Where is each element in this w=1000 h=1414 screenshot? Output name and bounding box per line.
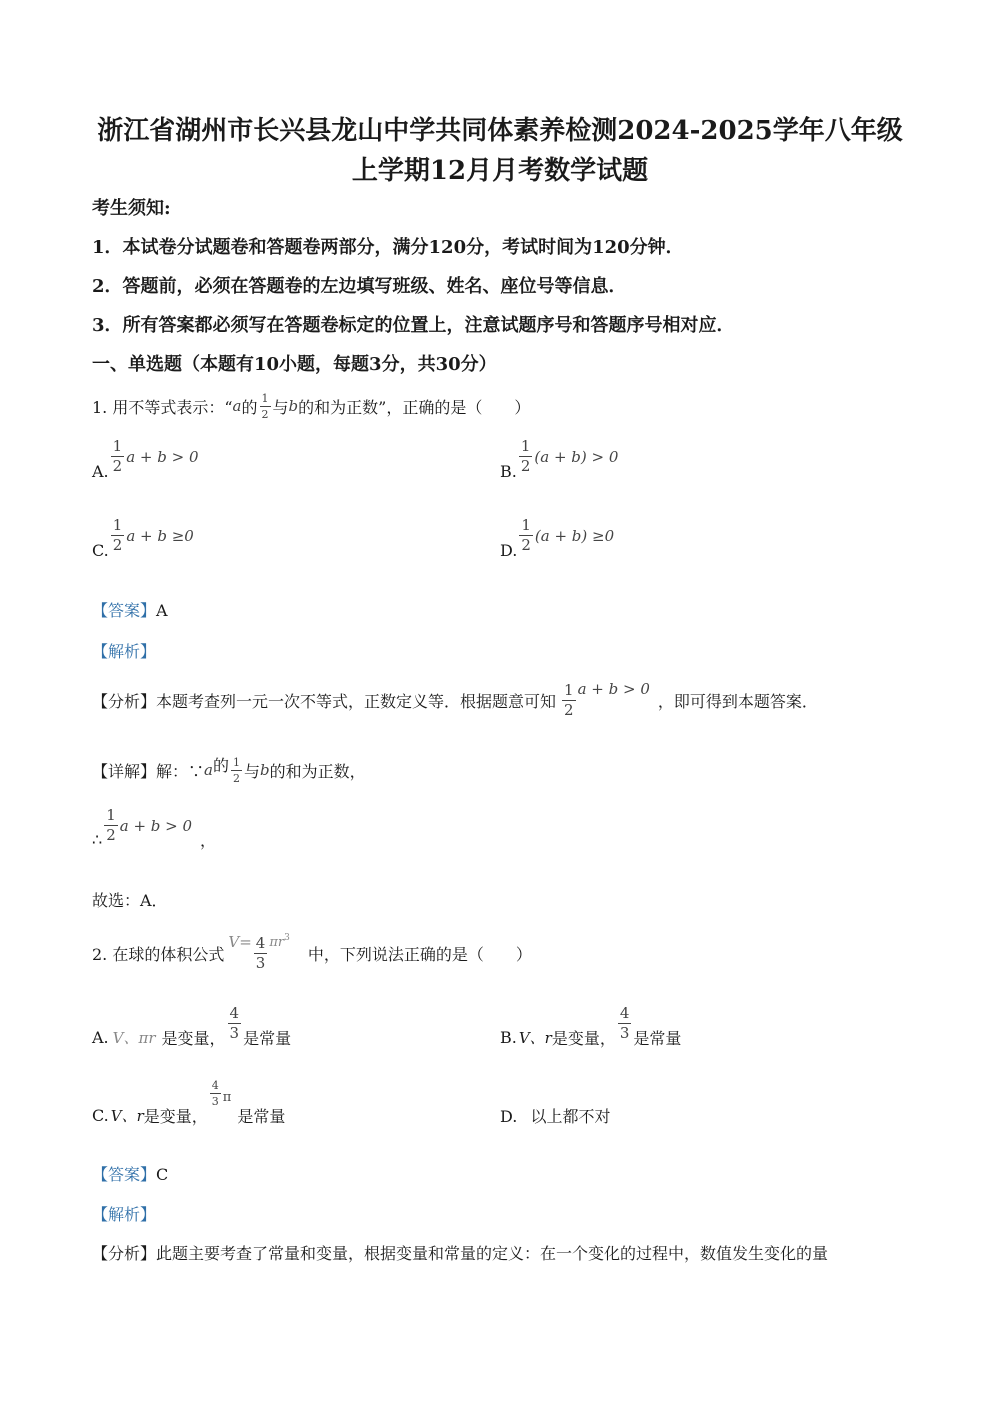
q1-option-b-expr: (a + b) > 0 (534, 447, 619, 466)
q2-option-b-vars: V、r (518, 1029, 552, 1047)
q1-detail-pre: 解：∵ (156, 761, 205, 781)
q1-option-c-expr: a + b ≥0 (126, 526, 194, 545)
q1-fraction-denominator: 2 (261, 407, 269, 421)
q1-option-a-label: A. (92, 462, 109, 481)
q2-option-d (500, 1104, 610, 1127)
q1-fenxi-num: 1 (564, 680, 574, 699)
notice-item-3: 3．所有答案都必须写在答题卷标定的位置上，注意试题序号和答题序号相对应． (92, 315, 735, 336)
q1-therefore-fraction (104, 808, 118, 843)
q1-var-a: a (232, 397, 242, 415)
q1-option-d-label: D. (500, 541, 518, 560)
q2-answer-value: C (156, 1165, 169, 1184)
q1-option-a (92, 432, 199, 481)
q2-option-c-pi: π (222, 1090, 232, 1105)
q1-answer-tag: 【答案】 (92, 601, 157, 620)
q2-stem-pre: 2. 在球的体积公式 (92, 944, 225, 964)
q1-fenxi-tag: 【分析】 (92, 691, 157, 711)
q2-option-c-vars: V、r (110, 1107, 144, 1125)
q1-option-d (500, 511, 614, 560)
q2-stem-post: 中，下列说法正确的是（ ） (307, 944, 532, 964)
q1-fenxi-expr: a + b > 0 (577, 680, 650, 698)
q1-detail-post: 的和为正数， (269, 761, 366, 781)
q1-option-b-num: 1 (520, 437, 531, 455)
q1-option-b-den: 2 (520, 457, 531, 475)
q2-option-d-label: D. (500, 1107, 518, 1126)
q2-formula-fraction (254, 933, 268, 972)
q1-detail-de: 的 (212, 755, 229, 775)
q1-choose: 故选：A． (92, 891, 168, 910)
q1-stem-pre: 1. 用不等式表示：“ (92, 397, 233, 417)
q2-option-a-label: A. (92, 1028, 109, 1047)
q1-therefore-num: 1 (106, 806, 116, 824)
q1-option-d-den: 2 (521, 536, 531, 554)
q1-fenxi-post: ，即可得到本题答案． (657, 691, 818, 711)
q1-option-d-expr: (a + b) ≥0 (534, 526, 615, 545)
q2-answer (92, 1162, 168, 1185)
q2-answer-tag: 【答案】 (92, 1165, 157, 1184)
q1-fraction-numerator: 1 (261, 391, 269, 405)
q1-therefore-den: 2 (106, 826, 116, 844)
q2-option-b-mid: 是变量， (551, 1029, 616, 1048)
q2-option-d-text: 以上都不对 (530, 1107, 611, 1126)
q1-stem-post: 的和为正数”，正确的是（ ） (298, 397, 531, 417)
q1-fenxi-fraction (562, 680, 576, 719)
q2-option-a-num: 4 (229, 1004, 240, 1022)
q2-option-b (500, 998, 681, 1049)
q2-option-c-den: 3 (211, 1095, 219, 1108)
q1-detail-tag: 【详解】 (92, 761, 157, 781)
q2-fenxi-tag: 【分析】 (92, 1244, 157, 1263)
q1-option-d-num: 1 (521, 516, 531, 534)
q2-option-c-const: 是常量 (237, 1107, 286, 1126)
q1-stem-yu: 与 (272, 397, 289, 417)
q2-option-c-mid: 是变量， (143, 1107, 208, 1126)
q2-option-c-num: 4 (211, 1079, 219, 1092)
question-1-stem (92, 384, 530, 428)
q1-answer-value: A (156, 601, 168, 620)
q1-option-a-den: 2 (112, 457, 123, 475)
q1-fenxi (92, 670, 818, 730)
q1-stem-de: 的 (241, 397, 258, 417)
q1-detail (92, 748, 366, 792)
q2-fenxi-text: 此题主要考查了常量和变量，根据变量和常量的定义：在一个变化的过程中，数值发生变化的量 (156, 1244, 829, 1263)
q1-detail-var-b: b (260, 761, 270, 779)
q1-option-a-fraction (111, 439, 125, 474)
section-heading: 一、单选题（本题有10小题，每题3分，共30分） (92, 354, 497, 375)
q1-var-b: b (288, 397, 299, 415)
q2-option-a-fraction (228, 1006, 242, 1041)
q2-formula-num: 4 (255, 933, 266, 952)
q1-detail-den: 2 (233, 771, 240, 785)
q2-formula-sup: 3 (284, 933, 290, 943)
q2-formula-den: 3 (255, 953, 266, 972)
notice-item-1: 1．本试卷分试题卷和答题卷两部分，满分120分，考试时间为120分钟． (92, 237, 684, 258)
q1-option-c-num: 1 (112, 516, 123, 534)
q2-fenxi (92, 1241, 828, 1264)
q1-option-c-den: 2 (112, 536, 123, 554)
q2-option-a-const: 是常量 (243, 1029, 292, 1048)
therefore-symbol: ∴ (92, 830, 103, 849)
q1-option-c (92, 511, 194, 560)
q2-analysis-tag: 【解析】 (92, 1205, 157, 1224)
q1-option-b (500, 432, 618, 481)
q1-detail-fraction (231, 757, 242, 784)
document-title-line-1: 浙江省湖州市长兴县龙山中学共同体素养检测2024-2025学年八年级 (97, 116, 903, 146)
q2-option-a-mid: 是变量， (161, 1029, 226, 1048)
q2-option-c (92, 1076, 285, 1127)
notice-heading: 考生须知: (92, 198, 171, 219)
q2-option-b-num: 4 (619, 1004, 630, 1022)
question-2-stem (92, 924, 532, 982)
q2-option-b-fraction (618, 1006, 632, 1041)
q2-option-a-vars: V、πr (112, 1029, 156, 1047)
q1-option-b-fraction (519, 439, 533, 474)
q1-answer (92, 598, 168, 621)
q2-option-a (92, 998, 291, 1049)
q1-analysis-tag: 【解析】 (92, 642, 157, 661)
q2-option-b-const: 是常量 (633, 1029, 682, 1048)
q2-option-b-label: B. (500, 1028, 517, 1047)
q1-therefore-expr: a + b > 0 (119, 816, 193, 835)
q1-therefore (92, 800, 216, 851)
q1-option-d-fraction (519, 518, 533, 553)
q2-option-a-den: 3 (229, 1024, 240, 1042)
q1-detail-yu: 与 (244, 761, 261, 781)
q1-fenxi-pre: 本题考查列一元一次不等式，正数定义等．根据题意可知 (156, 691, 557, 711)
q2-formula-eq: = (239, 933, 252, 951)
q1-fraction (260, 393, 271, 420)
q1-option-b-label: B. (500, 462, 517, 481)
q1-option-c-fraction (111, 518, 125, 553)
q1-detail-num: 1 (233, 755, 240, 769)
notice-item-2: 2．答题前，必须在答题卷的左边填写班级、姓名、座位号等信息． (92, 276, 627, 297)
q1-fenxi-den: 2 (564, 700, 574, 719)
q1-detail-var-a: a (204, 761, 213, 779)
q1-option-c-label: C. (92, 541, 109, 560)
q2-option-c-fraction (210, 1080, 221, 1107)
document-title-line-2: 上学期12月月考数学试题 (351, 156, 649, 186)
q2-formula-tail: πr (269, 934, 285, 950)
q1-option-a-expr: a + b > 0 (126, 447, 199, 466)
q2-formula-v: V (228, 933, 240, 951)
q2-option-b-den: 3 (619, 1024, 630, 1042)
q2-option-c-label: C. (92, 1106, 109, 1125)
q1-therefore-comma: ， (200, 831, 217, 850)
q1-option-a-num: 1 (112, 437, 123, 455)
